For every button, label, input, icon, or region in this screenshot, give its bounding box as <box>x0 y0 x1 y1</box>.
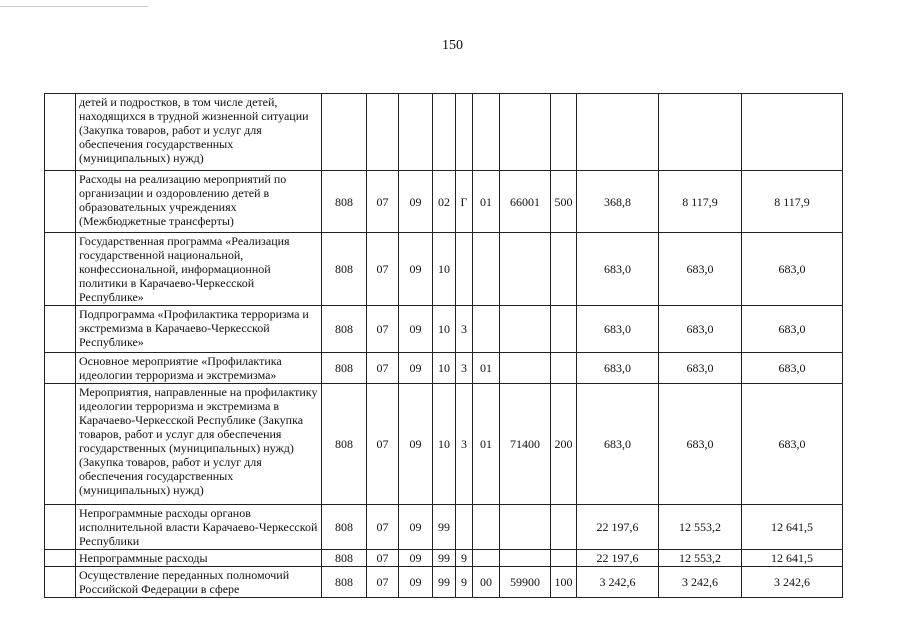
subprogram-cell: 3 <box>456 353 473 384</box>
dept-code-cell: 808 <box>322 505 367 550</box>
activity-cell <box>473 550 500 567</box>
activity-cell: 00 <box>473 567 500 598</box>
expense-type-cell <box>551 94 577 171</box>
direction-cell <box>500 550 551 567</box>
subprogram-cell <box>456 94 473 171</box>
section-cell: 07 <box>367 505 399 550</box>
table-row <box>45 94 843 171</box>
table-row <box>45 567 843 598</box>
row-number-cell <box>45 306 76 353</box>
amount-cell-1 <box>577 306 659 353</box>
budget-table-body <box>45 94 843 598</box>
section-cell: 07 <box>367 353 399 384</box>
amount-cell-1 <box>577 94 659 171</box>
amount-cell-3 <box>742 384 843 505</box>
expense-type-cell <box>551 306 577 353</box>
expense-name-cell: Мероприятия, направленные на профилактику идеологии терроризма и экстремизма в Карачаево-Черкесской Республике (Закупка товаров, работ и услуг для обеспечения государственных (муниципальных) нужд) (Закупка товаров, работ и услуг для обеспечения государственных (муниципальных) нужд) <box>76 384 322 505</box>
row-number-cell <box>45 384 76 505</box>
table-row <box>45 233 843 306</box>
amount-value: 683,0 <box>604 361 631 375</box>
table-row <box>45 550 843 567</box>
expense-name-cell: детей и подростков, в том числе детей, находящихся в трудной жизненной ситуации (Закупка товаров, работ и услуг для обеспечения государственных (муниципальных) нужд) <box>76 94 322 171</box>
page-number: 150 <box>442 38 463 53</box>
expense-type-cell: 200 <box>551 384 577 505</box>
amount-value: 683,0 <box>778 361 806 375</box>
amount-value: 683,0 <box>604 437 631 451</box>
table-row <box>45 505 843 550</box>
amount-cell-3 <box>742 233 843 306</box>
direction-cell <box>500 94 551 171</box>
program-cell: 10 <box>433 233 456 306</box>
amount-cell-1 <box>577 384 659 505</box>
row-number-cell <box>45 233 76 306</box>
subsection-cell: 09 <box>399 171 433 233</box>
amount-value: 12 641,5 <box>771 551 813 565</box>
subsection-cell: 09 <box>399 550 433 567</box>
amount-cell-1 <box>577 550 659 567</box>
dept-code-cell: 808 <box>322 171 367 233</box>
direction-cell <box>500 505 551 550</box>
amount-value: 683,0 <box>686 361 714 375</box>
row-number-cell <box>45 505 76 550</box>
subsection-cell: 09 <box>399 233 433 306</box>
amount-value: 683,0 <box>778 437 806 451</box>
expense-type-cell <box>551 505 577 550</box>
program-cell: 99 <box>433 550 456 567</box>
amount-value: 683,0 <box>778 262 806 276</box>
amount-value: 368,8 <box>604 194 631 209</box>
amount-cell-2 <box>659 567 742 598</box>
amount-value: 8 117,9 <box>774 194 810 209</box>
amount-cell-1 <box>577 505 659 550</box>
row-number-cell <box>45 567 76 598</box>
amount-value: 3 242,6 <box>682 575 718 589</box>
subsection-cell: 09 <box>399 567 433 598</box>
direction-cell <box>500 353 551 384</box>
activity-cell <box>473 233 500 306</box>
table-row <box>45 353 843 384</box>
amount-cell-2 <box>659 233 742 306</box>
amount-value: 683,0 <box>686 437 714 451</box>
section-cell: 07 <box>367 567 399 598</box>
amount-cell-2 <box>659 171 742 233</box>
activity-cell: 01 <box>473 171 500 233</box>
amount-value: 683,0 <box>778 322 806 336</box>
expense-type-cell <box>551 550 577 567</box>
subsection-cell: 09 <box>399 505 433 550</box>
subprogram-cell: 3 <box>456 306 473 353</box>
amount-cell-2 <box>659 94 742 171</box>
expense-name-cell: Основное мероприятие «Профилактика идеологии терроризма и экстремизма» <box>76 353 322 384</box>
program-cell: 99 <box>433 567 456 598</box>
expense-type-cell: 100 <box>551 567 577 598</box>
amount-cell-3 <box>742 550 843 567</box>
subsection-cell <box>399 94 433 171</box>
dept-code-cell: 808 <box>322 306 367 353</box>
amount-cell-2 <box>659 505 742 550</box>
section-cell: 07 <box>367 233 399 306</box>
amount-value: 683,0 <box>686 262 714 276</box>
amount-cell-2 <box>659 306 742 353</box>
direction-cell: 59900 <box>500 567 551 598</box>
program-cell: 10 <box>433 353 456 384</box>
activity-cell: 01 <box>473 353 500 384</box>
amount-value: 3 242,6 <box>599 575 636 589</box>
amount-cell-3 <box>742 567 843 598</box>
amount-cell-3 <box>742 353 843 384</box>
dept-code-cell: 808 <box>322 567 367 598</box>
program-cell: 10 <box>433 384 456 505</box>
section-cell: 07 <box>367 171 399 233</box>
expense-type-cell <box>551 353 577 384</box>
amount-cell-1 <box>577 567 659 598</box>
amount-value: 12 553,2 <box>679 520 721 534</box>
amount-cell-2 <box>659 384 742 505</box>
activity-cell <box>473 94 500 171</box>
amount-cell-3 <box>742 94 843 171</box>
activity-cell <box>473 306 500 353</box>
expense-type-cell <box>551 233 577 306</box>
expense-name-cell: Расходы на реализацию мероприятий по организации и оздоровлению детей в образовательных учреждениях (Межбюджетные трансферты) <box>76 171 322 233</box>
program-cell <box>433 94 456 171</box>
row-number-cell <box>45 353 76 384</box>
budget-table <box>44 93 843 598</box>
program-cell: 10 <box>433 306 456 353</box>
subprogram-cell: 9 <box>456 550 473 567</box>
table-row <box>45 171 843 233</box>
activity-cell: 01 <box>473 384 500 505</box>
scan-edge-mark <box>0 6 148 7</box>
amount-cell-2 <box>659 550 742 567</box>
amount-value: 12 553,2 <box>679 551 721 565</box>
amount-value: 683,0 <box>604 262 631 276</box>
amount-value: 8 117,9 <box>682 194 718 209</box>
program-cell: 02 <box>433 171 456 233</box>
direction-cell <box>500 233 551 306</box>
subprogram-cell: 3 <box>456 384 473 505</box>
expense-type-cell: 500 <box>551 171 577 233</box>
subsection-cell: 09 <box>399 353 433 384</box>
row-number-cell <box>45 171 76 233</box>
direction-cell <box>500 306 551 353</box>
dept-code-cell: 808 <box>322 384 367 505</box>
amount-value: 683,0 <box>686 322 714 336</box>
direction-cell: 71400 <box>500 384 551 505</box>
subprogram-cell <box>456 505 473 550</box>
activity-cell <box>473 505 500 550</box>
section-cell <box>367 94 399 171</box>
amount-value: 683,0 <box>604 322 631 336</box>
expense-name-cell: Государственная программа «Реализация государственной национальной, конфессиональной, информационной политики в Карачаево-Черкесской Республике» <box>76 233 322 306</box>
dept-code-cell: 808 <box>322 233 367 306</box>
table-row <box>45 384 843 505</box>
expense-name-cell: Непрограммные расходы <box>76 550 322 567</box>
subsection-cell: 09 <box>399 384 433 505</box>
expense-name-cell: Осуществление переданных полномочий Российской Федерации в сфере <box>76 567 322 598</box>
row-number-cell <box>45 550 76 567</box>
amount-value: 22 197,6 <box>596 551 639 565</box>
amount-value: 3 242,6 <box>774 575 810 589</box>
section-cell: 07 <box>367 384 399 505</box>
amount-cell-3 <box>742 306 843 353</box>
section-cell: 07 <box>367 550 399 567</box>
table-row <box>45 306 843 353</box>
amount-cell-1 <box>577 233 659 306</box>
program-cell: 99 <box>433 505 456 550</box>
expense-name-cell: Непрограммные расходы органов исполнительной власти Карачаево-Черкесской Республики <box>76 505 322 550</box>
amount-cell-2 <box>659 353 742 384</box>
dept-code-cell <box>322 94 367 171</box>
amount-value: 12 641,5 <box>771 520 813 534</box>
row-number-cell <box>45 94 76 171</box>
subprogram-cell <box>456 233 473 306</box>
amount-cell-3 <box>742 505 843 550</box>
direction-cell: 66001 <box>500 171 551 233</box>
expense-name-cell: Подпрограмма «Профилактика терроризма и экстремизма в Карачаево-Черкесской Республике» <box>76 306 322 353</box>
amount-cell-1 <box>577 171 659 233</box>
dept-code-cell: 808 <box>322 550 367 567</box>
amount-value: 22 197,6 <box>596 520 639 534</box>
section-cell: 07 <box>367 306 399 353</box>
subsection-cell: 09 <box>399 306 433 353</box>
amount-cell-3 <box>742 171 843 233</box>
amount-cell-1 <box>577 353 659 384</box>
subprogram-cell: Г <box>456 171 473 233</box>
dept-code-cell: 808 <box>322 353 367 384</box>
subprogram-cell: 9 <box>456 567 473 598</box>
